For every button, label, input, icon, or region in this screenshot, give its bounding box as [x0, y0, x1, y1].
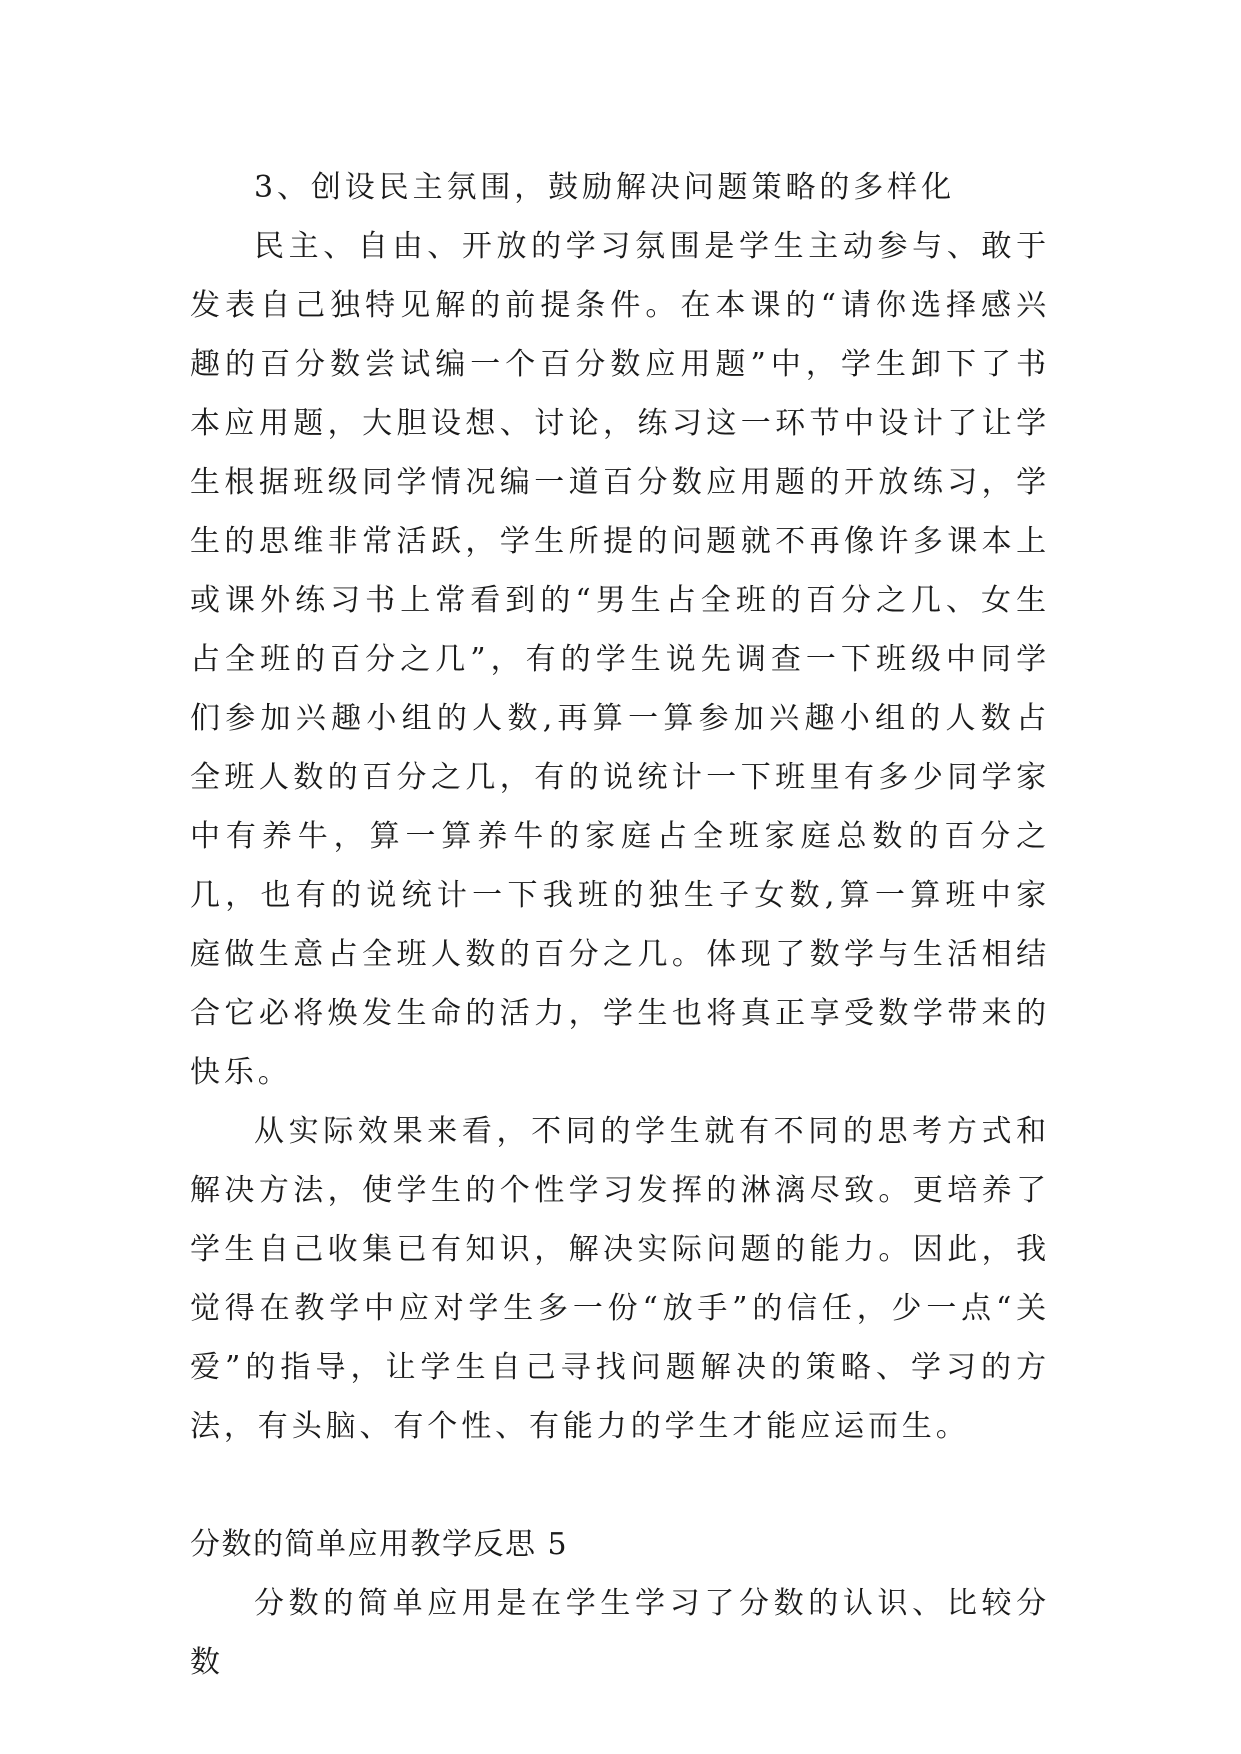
paragraph-fraction-intro: 分数的简单应用是在学生学习了分数的认识、比较分数 [190, 1586, 1050, 1680]
section-gap [190, 1456, 1050, 1515]
document-page [190, 158, 1050, 1692]
paragraph-practical-effect: 从实际效果来看，不同的学生就有不同的思考方式和解决方法，使学生的个性学习发挥的淋漓尽致。更培养了学生自己收集已有知识，解决实际问题的能力。因此，我觉得在教学中应对学生多一份“放手”的信任，少一点“关爱”的指导，让学生自己寻找问题解决的策略、学习的方法，有头脑、有个性、有能力的学生才能应运而生。 [190, 1114, 1050, 1444]
reflection-title: 分数的简单应用教学反思 5 [190, 1527, 569, 1562]
section-heading: 3、创设民主氛围，鼓励解决问题策略的多样化 [254, 170, 955, 205]
paragraph-democratic-atmosphere: 民主、自由、开放的学习氛围是学生主动参与、敢于发表自己独特见解的前提条件。在本课的“请你选择感兴趣的百分数尝试编一个百分数应用题”中，学生卸下了书本应用题，大胆设想、讨论，练习这一环节中设计了让学生根据班级同学情况编一道百分数应用题的开放练习，学生的思维非常活跃，学生所提的问题就不再像许多课本上或课外练习书上常看到的“男生占全班的百分之几、女生占全班的百分之几”，有的学生说先调查一下班级中同学们参加兴趣小组的人数,再算一算参加兴趣小组的人数占全班人数的百分之几，有的说统计一下班里有多少同学家中有养牛，算一算养牛的家庭占全班家庭总数的百分之几，也有的说统计一下我班的独生子女数,算一算班中家庭做生意占全班人数的百分之几。体现了数学与生活相结合它必将焕发生命的活力，学生也将真正享受数学带来的快乐。 [190, 229, 1050, 1090]
